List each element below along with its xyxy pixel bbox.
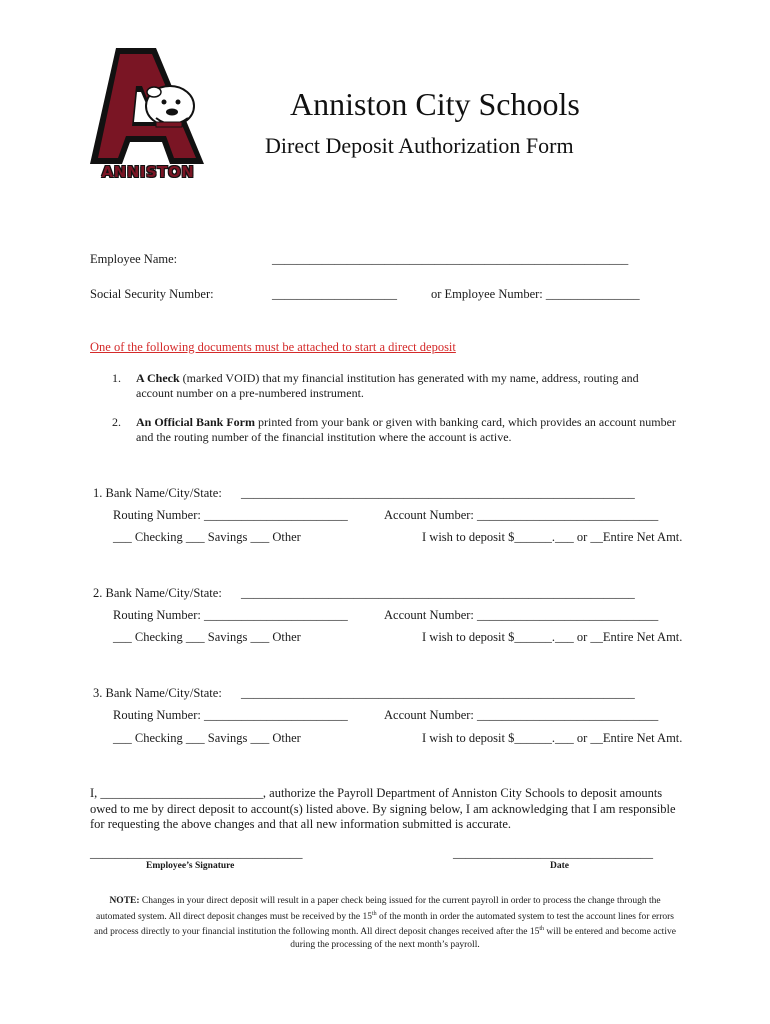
note-superscript: th (539, 926, 545, 933)
employee-name-label: Employee Name: (90, 252, 178, 266)
document-item-check (112, 371, 672, 403)
signature-field[interactable]: __________________________________ (90, 846, 303, 860)
account-2-bank-field[interactable]: _______________________________________________________________ (241, 586, 635, 600)
account-1-bank-field[interactable]: _______________________________________________________________ (241, 486, 635, 500)
account-3-routing-field[interactable]: Routing Number: _______________________ (113, 708, 348, 722)
document-description: (marked VOID) that my financial institution has generated with my name, address, routing and account number on a pre-numbered instrument. (136, 371, 639, 400)
authorization-statement: I, __________________________, authorize the Payroll Department of Anniston City Schools to deposit amounts owed to me by direct deposit to account(s) listed above. By signing below, I am acknowledging that I am responsible for requesting the above changes and that all new information submitted is accurate. (90, 786, 676, 831)
account-2-deposit-amount[interactable]: I wish to deposit $______.___ or __Entire Net Amt. (422, 630, 683, 644)
note-text: of the month in order the automated system to test the account lines for errors and process directly to your financial institution the following month. All direct deposit changes received after the 15 (94, 911, 674, 938)
account-3-type-options[interactable]: ___ Checking ___ Savings ___ Other (113, 731, 301, 745)
ssn-label: Social Security Number: (90, 287, 214, 301)
date-field[interactable]: ________________________________ (453, 846, 653, 860)
account-3-deposit-amount[interactable]: I wish to deposit $______.___ or __Entire Net Amt. (422, 731, 683, 745)
document-title: A Check (136, 371, 180, 385)
page-title: Anniston City Schools (290, 86, 580, 122)
account-1-account-field[interactable]: Account Number: _____________________________ (384, 508, 659, 522)
note-label: NOTE: (109, 896, 140, 906)
document-title: An Official Bank Form (136, 415, 255, 429)
documents-heading: One of the following documents must be attached to start a direct deposit (90, 340, 456, 354)
date-label: Date (550, 861, 569, 871)
note-superscript: th (371, 910, 377, 917)
note-paragraph (90, 895, 680, 951)
account-1-type-options[interactable]: ___ Checking ___ Savings ___ Other (113, 530, 301, 544)
document-item-bank-form (112, 415, 676, 447)
list-number: 2. (112, 415, 121, 429)
account-2-account-field[interactable]: Account Number: _____________________________ (384, 608, 659, 622)
note-text: will be entered and become active during the processing of the next month’s payroll. (290, 927, 676, 950)
account-1-routing-field[interactable]: Routing Number: _______________________ (113, 508, 348, 522)
logo-wordmark: ANNISTON (101, 163, 195, 181)
account-2-type-options[interactable]: ___ Checking ___ Savings ___ Other (113, 630, 301, 644)
account-1-deposit-amount[interactable]: I wish to deposit $______.___ or __Entire Net Amt. (422, 530, 683, 544)
account-3-account-field[interactable]: Account Number: _____________________________ (384, 708, 659, 722)
account-1-bank-label: 1. Bank Name/City/State: (93, 486, 222, 500)
account-3-bank-field[interactable]: _______________________________________________________________ (241, 686, 635, 700)
ssn-field[interactable]: ____________________ (272, 287, 397, 301)
employee-number-field[interactable]: or Employee Number: _______________ (431, 287, 640, 301)
account-2-bank-label: 2. Bank Name/City/State: (93, 586, 222, 600)
signature-label: Employee’s Signature (146, 861, 235, 871)
list-number: 1. (112, 371, 121, 385)
document-description: printed from your bank or given with banking card, which provides an account number and the routing number of the financial institution where the account is active. (136, 415, 676, 444)
employee-name-field[interactable]: _________________________________________________________ (272, 252, 629, 266)
account-3-bank-label: 3. Bank Name/City/State: (93, 686, 222, 700)
account-2-routing-field[interactable]: Routing Number: _______________________ (113, 608, 348, 622)
note-text: Changes in your direct deposit will result in a paper check being issued for the current payroll in order to process the change through the automated system. All direct deposit changes must be received by the 15 (96, 896, 661, 922)
form-subtitle: Direct Deposit Authorization Form (265, 133, 574, 158)
